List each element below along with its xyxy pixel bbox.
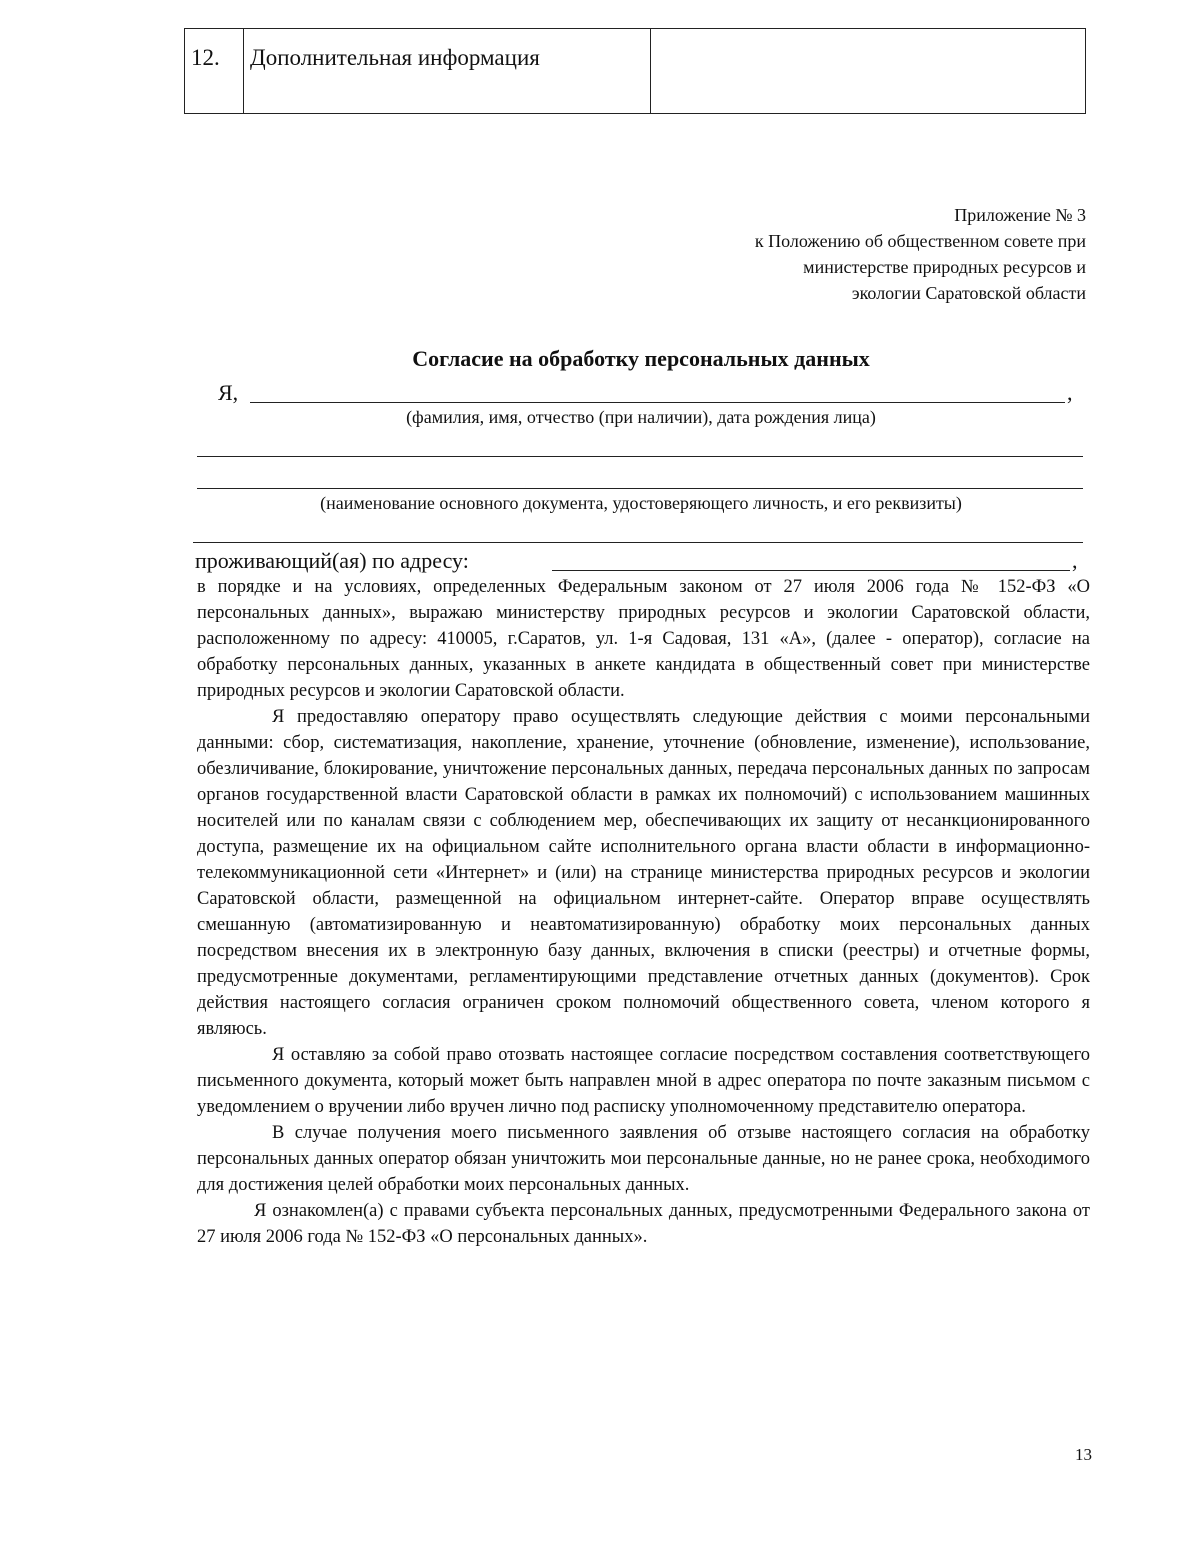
- consent-body: [197, 574, 1090, 1250]
- appendix-header: [755, 202, 1086, 306]
- paragraph-1: в порядке и на условиях, определенных Федеральным законом от 27 июля 2006 года № 152-ФЗ «О персональных данных», выражаю министерству природных ресурсов и экологии Саратовской области, расположенному по адресу: 410005, г.Саратов, ул. 1-я Садовая, 131 «А», (далее - оператор), согласие на обработку персональных данных, указанных в анкете кандидата в общественный совет при министерстве природных ресурсов и экологии Саратовской области.: [197, 577, 1090, 701]
- doc-blank-line-1: [197, 434, 1083, 457]
- ya-label: Я,: [218, 380, 239, 405]
- paragraph-5: Я ознакомлен(а) с правами субъекта персональных данных, предусмотренными Федерального закона от 27 июля 2006 года № 152-ФЗ «О персональных данных».: [197, 1201, 1090, 1247]
- paragraph-3: Я оставляю за собой право отозвать настоящее согласие посредством составления соответствующего письменного документа, который может быть направлен мной в адрес оператора по почте заказным письмом с уведомлением о вручении либо вручен лично под расписку уполномоченному представителю оператора.: [197, 1045, 1090, 1117]
- caption-doc: (наименование основного документа, удостоверяющего личность, и его реквизиты): [320, 493, 962, 513]
- appendix-line-2: к Положению об общественном совете при: [754, 231, 1086, 251]
- address-blank-line: [552, 548, 1070, 571]
- page-number: 13: [1075, 1445, 1092, 1464]
- appendix-line-4: экологии Саратовской области: [851, 283, 1086, 303]
- name-blank-line: [250, 380, 1065, 403]
- row-number: 12.: [191, 45, 220, 70]
- caption-name: (фамилия, имя, отчество (при наличии), дата рождения лица): [406, 407, 876, 427]
- row-number-cell: [185, 29, 244, 113]
- appendix-line-3: министерстве природных ресурсов и: [803, 257, 1086, 277]
- document-title: Согласие на обработку персональных данных: [412, 346, 870, 371]
- doc-blank-line-3: [193, 520, 1083, 543]
- info-table-row: [184, 28, 1086, 114]
- address-label: проживающий(ая) по адресу:: [195, 548, 469, 573]
- appendix-line-1: Приложение № 3: [954, 205, 1086, 225]
- doc-blank-line-2: [197, 466, 1083, 489]
- name-comma: ,: [1067, 380, 1073, 405]
- row-value-cell: [651, 29, 1085, 113]
- paragraph-4: В случае получения моего письменного заявления об отзыве настоящего согласия на обработку персональных данных оператор обязан уничтожить мои персональные данные, но не ранее срока, необходимого для достижения целей обработки моих персональных данных.: [197, 1123, 1090, 1195]
- row-label-cell: [244, 29, 651, 113]
- row-label: Дополнительная информация: [250, 45, 540, 70]
- paragraph-2: Я предоставляю оператору право осуществлять следующие действия с моими персональными данными: сбор, систематизация, накопление, хранение, уточнение (обновление, изменение), использование, обезличивание, блокирование, уничтожение персональных данных, передача персональных данных по запросам органов государственной власти Саратовской области в рамках их полномочий) с использованием машинных носителей или по каналам связи с соблюдением мер, обеспечивающих их защиту от несанкционированного доступа, размещение их на официальном сайте исполнительного органа власти области в информационно-телекоммуникационной сети «Интернет» и (или) на странице министерства природных ресурсов и экологии Саратовской области, размещенной на официальном интернет-сайте. Оператор вправе осуществлять смешанную (автоматизированную и неавтоматизированную) обработку моих персональных данных посредством внесения их в электронную базу данных, включения в списки (реестры) и отчетные формы, предусмотренные документами, регламентирующими представление отчетных данных (документов). Срок действия настоящего согласия ограничен сроком полномочий общественного совета, членом которого я являюсь.: [197, 707, 1090, 1039]
- address-comma: ,: [1072, 548, 1078, 573]
